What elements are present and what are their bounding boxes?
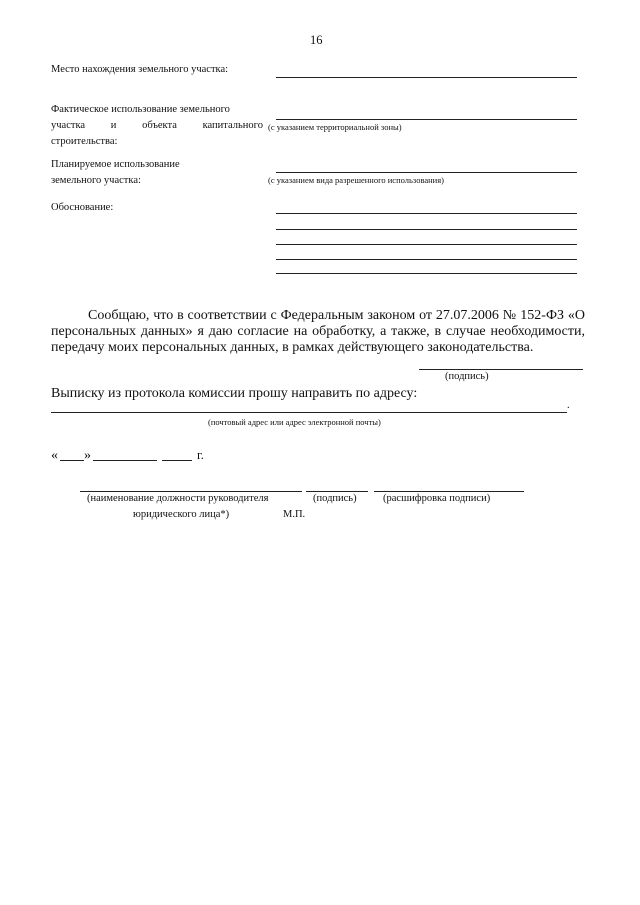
date-open-quote: «	[51, 448, 58, 463]
justification-line-5[interactable]	[276, 273, 577, 274]
date-close-quote: »	[84, 448, 91, 463]
actual-use-label-line3: строительства:	[51, 136, 118, 147]
justification-line-3[interactable]	[276, 244, 577, 245]
consent-line-2: персональных данных» я даю согласие на обработку, а также, в случае необходимости,	[51, 324, 585, 339]
justification-line-4[interactable]	[276, 259, 577, 260]
sign-caption: (подпись)	[313, 493, 357, 504]
address-request-text: Выписку из протокола комиссии прошу направить по адресу:	[51, 386, 418, 401]
actual-use-word-plot: участка	[51, 120, 86, 131]
sign-line[interactable]	[306, 491, 368, 492]
justification-label: Обоснование:	[51, 202, 114, 213]
consent-signature-caption: (подпись)	[445, 371, 489, 382]
date-month-line[interactable]	[93, 460, 157, 461]
date-year-suffix: г.	[197, 448, 204, 462]
consent-signature-line[interactable]	[419, 369, 583, 370]
decode-caption: (расшифровка подписи)	[383, 493, 491, 504]
date-year-line[interactable]	[162, 460, 192, 461]
position-line[interactable]	[80, 491, 302, 492]
justification-line-2[interactable]	[276, 229, 577, 230]
planned-use-input-line[interactable]	[276, 172, 577, 173]
location-label: Место нахождения земельного участка:	[51, 64, 229, 75]
page-number: 16	[310, 33, 323, 47]
date-day-line[interactable]	[60, 460, 84, 461]
actual-use-label-line2	[51, 120, 263, 131]
stamp-label: М.П.	[283, 509, 306, 520]
planned-use-hint: (с указанием вида разрешенного использования)	[268, 175, 444, 185]
actual-use-word-and: и	[110, 120, 117, 131]
justification-line-1[interactable]	[276, 213, 577, 214]
location-input-line[interactable]	[276, 77, 577, 78]
position-caption-line2: юридического лица*)	[133, 509, 230, 520]
consent-line-3: передачу моих персональных данных, в рамках действующего законодательства.	[51, 340, 534, 355]
address-end-dot: .	[567, 400, 570, 411]
actual-use-input-line[interactable]	[276, 119, 577, 120]
planned-use-label-line2: земельного участка:	[51, 175, 141, 186]
actual-use-label-line1: Фактическое использование земельного	[51, 104, 230, 115]
actual-use-hint: (с указанием территориальной зоны)	[268, 122, 402, 132]
decode-line[interactable]	[374, 491, 524, 492]
actual-use-word-object: объекта	[142, 120, 177, 131]
address-input-line[interactable]	[51, 412, 567, 413]
consent-line-1: Сообщаю, что в соответствии с Федеральным законом от 27.07.2006 № 152-ФЗ «О	[88, 308, 585, 323]
actual-use-word-capital: капитального	[202, 120, 263, 131]
planned-use-label-line1: Планируемое использование	[51, 159, 180, 170]
address-caption: (почтовый адрес или адрес электронной почты)	[208, 417, 381, 427]
position-caption-line1: (наименование должности руководителя	[87, 493, 269, 504]
